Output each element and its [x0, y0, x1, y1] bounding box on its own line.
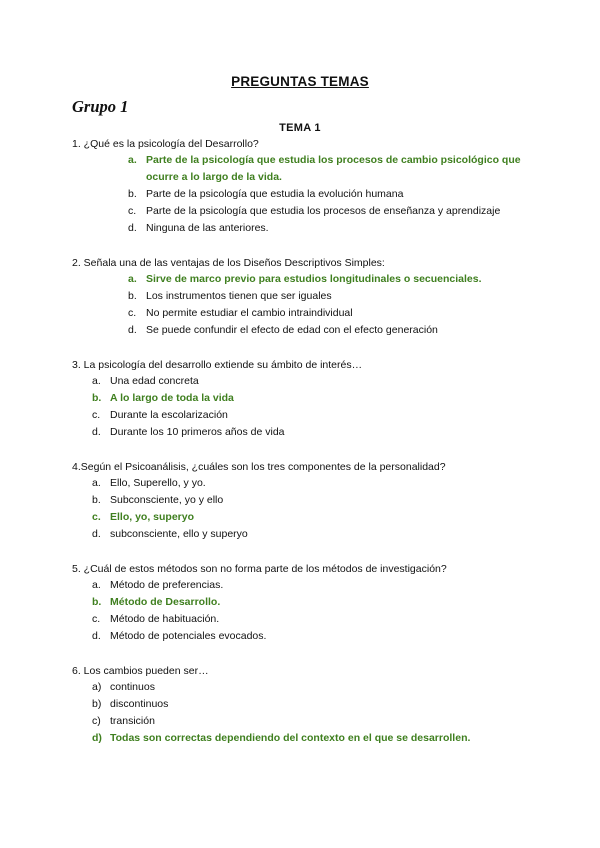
option-letter: c. [128, 205, 137, 217]
option-text: Ninguna de las anteriores. [146, 222, 269, 234]
q5-option-a [92, 577, 223, 594]
option-text: Parte de la psicología que estudia los procesos de enseñanza y aprendizaje [146, 205, 501, 217]
q1-option-a [128, 152, 526, 186]
option-text: Los instrumentos tienen que ser iguales [146, 290, 332, 302]
option-letter: d. [92, 426, 101, 438]
option-text: Ello, yo, superyo [110, 511, 195, 523]
option-text: Subconsciente, yo y ello [110, 494, 224, 506]
option-text: Una edad concreta [110, 375, 199, 387]
q2-option-b [128, 288, 332, 305]
q2-option-d [128, 322, 438, 339]
q4-option-c [92, 509, 194, 526]
option-letter: b. [128, 290, 137, 302]
option-text: transición [110, 715, 155, 727]
option-letter: b. [92, 392, 102, 404]
q2-option-a [128, 271, 482, 288]
question-3: 3. La psicología del desarrollo extiende su ámbito de interés… [72, 359, 363, 371]
option-text: Durante la escolarización [110, 409, 228, 421]
option-text: discontinuos [110, 698, 169, 710]
q6-option-b [92, 696, 168, 713]
question-5: 5. ¿Cuál de estos métodos son no forma parte de los métodos de investigación? [72, 563, 447, 575]
option-text: A lo largo de toda la vida [110, 392, 234, 404]
q6-option-d [92, 730, 470, 747]
option-letter: b. [92, 596, 102, 608]
option-text: continuos [110, 681, 155, 693]
option-letter: c. [92, 409, 101, 421]
q4-option-d [92, 526, 248, 543]
option-letter: d. [92, 528, 101, 540]
option-letter: d. [128, 222, 137, 234]
q6-option-a [92, 679, 155, 696]
option-text: Método de preferencias. [110, 579, 224, 591]
option-letter: a. [128, 273, 137, 285]
option-letter: a. [92, 375, 101, 387]
option-text: Método de Desarrollo. [110, 596, 221, 608]
question-6: 6. Los cambios pueden ser… [72, 665, 209, 677]
q1-option-d [128, 220, 269, 237]
option-text: Parte de la psicología que estudia los procesos de cambio psicológico que ocurre a lo largo de la vida. [146, 154, 521, 183]
option-letter: b. [92, 494, 101, 506]
option-letter: c. [92, 511, 101, 523]
q5-option-d [92, 628, 266, 645]
option-letter: d. [128, 324, 137, 336]
option-letter: a. [92, 477, 101, 489]
option-letter: c. [128, 307, 137, 319]
section-title: TEMA 1 [279, 122, 321, 134]
q6-option-c [92, 713, 155, 730]
page-title: PREGUNTAS TEMAS [231, 74, 369, 89]
option-text: Todas son correctas dependiendo del contexto en el que se desarrollen. [110, 732, 471, 744]
q4-option-a [92, 475, 206, 492]
q5-option-c [92, 611, 219, 628]
option-text: Ello, Superello, y yo. [110, 477, 206, 489]
option-text: Se puede confundir el efecto de edad con el efecto generación [146, 324, 438, 336]
question-1: 1. ¿Qué es la psicología del Desarrollo? [72, 138, 259, 150]
q2-option-c [128, 305, 353, 322]
question-2: 2. Señala una de las ventajas de los Diseños Descriptivos Simples: [72, 257, 385, 269]
q3-option-a [92, 373, 199, 390]
q3-option-d [92, 424, 285, 441]
option-letter: c. [92, 613, 101, 625]
option-letter: a. [92, 579, 101, 591]
group-title: Grupo 1 [72, 97, 129, 116]
q1-option-b [128, 186, 403, 203]
question-4: 4.Según el Psicoanálisis, ¿cuáles son los tres componentes de la personalidad? [72, 461, 446, 473]
option-text: Método de potenciales evocados. [110, 630, 267, 642]
option-letter: b. [128, 188, 137, 200]
option-text: Sirve de marco previo para estudios longitudinales o secuenciales. [146, 273, 482, 285]
option-letter: c) [92, 715, 101, 727]
q5-option-b [92, 594, 220, 611]
option-text: Parte de la psicología que estudia la evolución humana [146, 188, 404, 200]
q4-option-b [92, 492, 223, 509]
option-text: No permite estudiar el cambio intraindividual [146, 307, 353, 319]
option-letter: d. [92, 630, 101, 642]
option-letter: a. [128, 154, 137, 166]
option-letter: d) [92, 732, 102, 744]
option-text: subconsciente, ello y superyo [110, 528, 248, 540]
q3-option-b [92, 390, 234, 407]
q3-option-c [92, 407, 228, 424]
option-text: Método de habituación. [110, 613, 220, 625]
option-letter: b) [92, 698, 102, 710]
q1-option-c [128, 203, 500, 220]
option-letter: a) [92, 681, 102, 693]
option-text: Durante los 10 primeros años de vida [110, 426, 285, 438]
